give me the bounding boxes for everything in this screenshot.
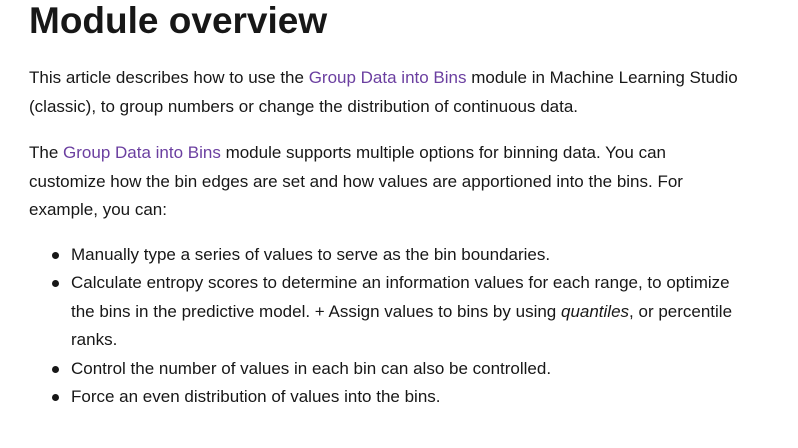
list-item-text-end: , or percentile ranks. [71, 301, 733, 349]
list-item-text-start: Calculate entropy scores to determine an information values for each range, to optimize the bins in the predictive model. + Assign values to bins by using [71, 273, 730, 321]
group-data-into-bins-link[interactable]: Group Data into Bins [308, 68, 467, 87]
list-item: Manually type a series of values to serve as the bin boundaries. [71, 241, 741, 270]
intro-text-end: module in Machine Learning Studio (classic), to group numbers or change the distribution of continuous data. [29, 68, 738, 116]
intro-text-start: This article describes how to use the [29, 68, 309, 87]
options-list [29, 241, 741, 412]
list-item: Control the number of values in each bin can also be controlled. [71, 355, 741, 384]
list-item: Force an even distribution of values into the bins. [71, 383, 741, 412]
quantiles-emphasis: quantiles [560, 301, 630, 321]
options-text-start: The [29, 143, 64, 162]
list-item [71, 269, 741, 355]
options-text-end: module supports multiple options for binning data. You can customize how the bin edges are set and how values are apportioned into the bins. For example, you can: [29, 143, 683, 219]
page-title: Module overview [29, 0, 328, 41]
group-data-into-bins-link-2[interactable]: Group Data into Bins [63, 143, 221, 162]
options-paragraph [29, 139, 741, 225]
intro-paragraph [29, 64, 741, 121]
